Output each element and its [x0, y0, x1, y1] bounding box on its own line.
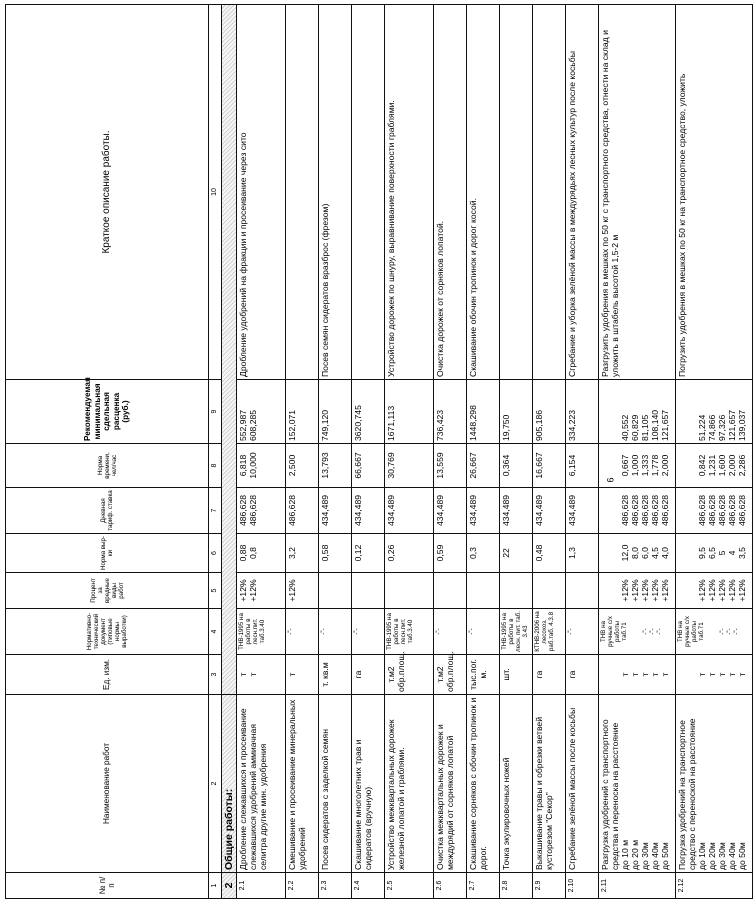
table-row — [500, 5, 533, 899]
cell-row-num: 2.1 — [237, 873, 286, 899]
cell-row-num: 2.3 — [319, 873, 352, 899]
cell-unit: т. кв.м — [319, 655, 352, 695]
page-number: 6 — [605, 477, 616, 483]
cell-description: Разгрузить удобрения в мешках по 50 кг с транспортного средства, отнести на склад и уложить в штабель высотой 1,5-2 м — [599, 5, 676, 380]
cell-unit: т — [286, 655, 319, 695]
table-row — [237, 5, 286, 899]
cell-description: Устройство дорожек по шнуру, выравнивание поверхности граблями. — [385, 5, 434, 380]
col-number: 2 — [209, 695, 222, 873]
section-row — [222, 5, 237, 899]
cell-harm-pct: +12% +12% +12% +12% +12% — [676, 573, 753, 609]
cell-min-price: 152,071 — [286, 380, 319, 444]
cell-norm-doc: ТНВ на ручные с/х работы таб.71 -"- -"- -"- — [676, 609, 753, 655]
cell-norm-doc: ТНВ-1995 на работы в лесн. пит. таб. 3.43 — [500, 609, 533, 655]
col-number: 4 — [209, 609, 222, 655]
cell-daily-rate: 434,489 — [352, 488, 385, 534]
header-desc: Краткое описание работы. — [6, 5, 209, 380]
col-number: 8 — [209, 444, 222, 488]
cell-daily-rate: 486,628 486,628 — [237, 488, 286, 534]
cell-norm-doc: ТНВ-1995 на работы в лесн.пит. таб.3.40 — [237, 609, 286, 655]
cell-harm-pct: +12% — [286, 573, 319, 609]
cell-min-price: 1671,113 — [385, 380, 434, 444]
cell-norm-time: 2,500 — [286, 444, 319, 488]
header-price: Рекомендуемая минимальная сдельная расценка (руб.) — [6, 380, 209, 444]
table-row — [286, 5, 319, 899]
cell-norm-output: 1,3 — [566, 534, 599, 573]
header-num: № п/п — [6, 873, 209, 899]
cell-min-price: 749,120 — [319, 380, 352, 444]
table-row — [676, 5, 753, 899]
col-number: 6 — [209, 534, 222, 573]
cell-unit: т.м2 обр.площ. — [385, 655, 434, 695]
cell-row-num: 2.4 — [352, 873, 385, 899]
rotated-page — [5, 4, 747, 899]
cell-norm-time: 13,559 — [434, 444, 467, 488]
header-unit: Ед. изм. — [6, 655, 209, 695]
cell-norm-time: 6,818 10,000 — [237, 444, 286, 488]
cell-norm-time: 0,667 1,000 1,333 1,778 2,000 — [599, 444, 676, 488]
header-norm-output: Норма выр-ки — [6, 534, 209, 573]
cell-norm-doc: -"- — [467, 609, 500, 655]
cell-work-name: Устройство межквартальных дорожек железной лопатой и граблями. — [385, 695, 434, 873]
cell-work-name: Очистка межквартальных дорожек и междурядий от сорняков лопатой — [434, 695, 467, 873]
table-row — [319, 5, 352, 899]
header-name: Наименование работ — [6, 695, 209, 873]
section-title: Общие работы: — [222, 695, 237, 873]
cell-norm-output: 9,5 6,5 5 4 3,5 — [676, 534, 753, 573]
cell-norm-output: 0,12 — [352, 534, 385, 573]
header-pct: Процент за вредные виды работ — [6, 573, 209, 609]
cell-daily-rate: 486,628 — [286, 488, 319, 534]
cell-norm-output: 22 — [500, 534, 533, 573]
header-doc: Нормативно-технический документ (типовые нормы выработки) — [6, 609, 209, 655]
cell-work-name: Погрузка удобрений на транспортное средство с переноской на расстояние до 10м до 20м до 30м до 40м до 50м — [676, 695, 753, 873]
header-row — [6, 5, 209, 899]
cell-unit: т.м2 обр.площ. — [434, 655, 467, 695]
cell-harm-pct — [566, 573, 599, 609]
cell-description — [533, 5, 566, 380]
cell-norm-output: 0,48 — [533, 534, 566, 573]
cell-norm-time: 0,842 1,231 1,600 2,000 2,286 — [676, 444, 753, 488]
cell-norm-time: 16,667 — [533, 444, 566, 488]
cell-unit: шт. — [500, 655, 533, 695]
cell-norm-output: 12,0 8,0 6,0 4,5 4,0 — [599, 534, 676, 573]
cell-harm-pct — [467, 573, 500, 609]
col-number: 1 — [209, 873, 222, 899]
cell-min-price: 40,552 60,829 81,105 108,140 121,657 — [599, 380, 676, 444]
col-number: 7 — [209, 488, 222, 534]
cell-description: Сгребание и уборка зелёной массы в междурядьях лесных культур после косьбы — [566, 5, 599, 380]
cell-work-name: Скашивание сорняков с обочин тропинок и дорог. — [467, 695, 500, 873]
cell-harm-pct — [434, 573, 467, 609]
cell-row-num: 2.10 — [566, 873, 599, 899]
cell-harm-pct — [500, 573, 533, 609]
cell-work-name: Разгрузка удобрений с транспортного средства и переноска на расстояние до 10 м до 20 м до 30м до 40м до 50м — [599, 695, 676, 873]
cell-row-num: 2.7 — [467, 873, 500, 899]
cell-unit: га — [566, 655, 599, 695]
cell-work-name: Смешивание и просеивание минеральных удобрений — [286, 695, 319, 873]
cell-harm-pct — [533, 573, 566, 609]
cell-norm-doc: ТНВ-1995 на работы в лесн.пит. таб.3.40 — [385, 609, 434, 655]
cell-harm-pct — [319, 573, 352, 609]
cell-norm-doc: -"- — [286, 609, 319, 655]
cell-description — [500, 5, 533, 380]
cell-work-name: Выкашивание травы и обрезки ветвей кусторезом "Секор" — [533, 695, 566, 873]
cell-work-name: Посев сидератов с заделкой семян — [319, 695, 352, 873]
table-row — [533, 5, 566, 899]
cell-min-price: 3620,745 — [352, 380, 385, 444]
table-row — [352, 5, 385, 899]
cell-row-num: 2.2 — [286, 873, 319, 899]
cell-norm-time: 26,667 — [467, 444, 500, 488]
cell-daily-rate: 486,628 486,628 486,628 486,628 486,628 — [676, 488, 753, 534]
cell-work-name: Дробление слежавшихся и просеивание слежавшихся удобрений аммиачная селитра другие мин. удобрения — [237, 695, 286, 873]
cell-unit: га — [533, 655, 566, 695]
cell-norm-doc: -"- — [319, 609, 352, 655]
section-num: 2 — [222, 873, 237, 899]
cell-daily-rate: 486,628 486,628 486,628 486,628 486,628 — [599, 488, 676, 534]
cell-norm-doc: ТНВ на ручные с/х работы таб.71 -"- -"- -"- — [599, 609, 676, 655]
cell-norm-time: 30,769 — [385, 444, 434, 488]
cell-daily-rate: 434,489 — [566, 488, 599, 534]
cell-norm-output: 0,3 — [467, 534, 500, 573]
cell-harm-pct — [352, 573, 385, 609]
cell-description — [352, 5, 385, 380]
header-rate: Дневная тариф. ставка — [6, 488, 209, 534]
table-row — [385, 5, 434, 899]
cell-work-name: Сгребание зелёной массы после косьбы — [566, 695, 599, 873]
table-row — [434, 5, 467, 899]
cell-norm-time: 6,154 — [566, 444, 599, 488]
cell-norm-output: 0,88 0,8 — [237, 534, 286, 573]
cell-daily-rate: 434,489 — [319, 488, 352, 534]
cell-min-price: 1448,298 — [467, 380, 500, 444]
cell-daily-rate: 434,489 — [500, 488, 533, 534]
cell-min-price: 334,223 — [566, 380, 599, 444]
cell-work-name: Точка экулировочных ножей — [500, 695, 533, 873]
cell-unit: т т т т т — [676, 655, 753, 695]
cell-row-num: 2.5 — [385, 873, 434, 899]
cell-norm-doc: -"- — [352, 609, 385, 655]
cell-harm-pct: +12% +12% +12% +12% +12% — [599, 573, 676, 609]
cell-daily-rate: 434,489 — [385, 488, 434, 534]
cell-unit: т т т т т — [599, 655, 676, 695]
cell-unit: га — [352, 655, 385, 695]
cell-harm-pct — [385, 573, 434, 609]
cell-norm-doc: -"- — [434, 609, 467, 655]
table-row — [566, 5, 599, 899]
cell-row-num: 2.6 — [434, 873, 467, 899]
cell-daily-rate: 434,489 — [467, 488, 500, 534]
cell-norm-output: 3,2 — [286, 534, 319, 573]
cell-min-price: 905,186 — [533, 380, 566, 444]
cell-norm-time: 0,364 — [500, 444, 533, 488]
cell-norm-time: 66,667 — [352, 444, 385, 488]
table-row — [599, 5, 676, 899]
cell-row-num: 2.11 — [599, 873, 676, 899]
cell-min-price: 19,750 — [500, 380, 533, 444]
col-number: 10 — [209, 5, 222, 380]
header-norm-time: Норма времени, чел/час — [6, 444, 209, 488]
cell-harm-pct: +12% +12% — [237, 573, 286, 609]
col-number: 3 — [209, 655, 222, 695]
col-number: 9 — [209, 380, 222, 444]
cell-norm-doc: КТНВ-2006 на лесохоз. раб.таб. 4.3.8 — [533, 609, 566, 655]
cell-description: Посев семян сидератов вразброс (фрезом) — [319, 5, 352, 380]
cell-description: Скашивание обочин тропинок и дорог косой. — [467, 5, 500, 380]
cell-daily-rate: 434,489 — [533, 488, 566, 534]
cell-daily-rate: 434,489 — [434, 488, 467, 534]
cell-min-price: 552,987 608,285 — [237, 380, 286, 444]
cell-row-num: 2.9 — [533, 873, 566, 899]
cell-norm-output: 0,59 — [434, 534, 467, 573]
cell-norm-output: 0,58 — [319, 534, 352, 573]
cell-min-price: 51,224 74,866 97,326 121,657 139,037 — [676, 380, 753, 444]
table-row — [467, 5, 500, 899]
section-filler — [222, 5, 237, 695]
cell-row-num: 2.8 — [500, 873, 533, 899]
cell-description — [286, 5, 319, 380]
cell-unit: тыс.пог. м. — [467, 655, 500, 695]
cell-min-price: 736,423 — [434, 380, 467, 444]
cell-work-name: Скашивание многолетних трав и сидератов (вручную) — [352, 695, 385, 873]
cell-row-num: 2.12 — [676, 873, 753, 899]
cell-description: Погрузить удобрения в мешках по 50 кг на транспортное средство, уложить — [676, 5, 753, 380]
cell-norm-doc: -"- — [566, 609, 599, 655]
cell-description: Очистка дорожек от сорняков лопатой. — [434, 5, 467, 380]
cell-norm-time: 13,793 — [319, 444, 352, 488]
cell-description: Дробление удобрений на фракции и просеивание через сито — [237, 5, 286, 380]
col-number: 5 — [209, 573, 222, 609]
cell-norm-output: 0,26 — [385, 534, 434, 573]
rates-table — [5, 4, 753, 899]
column-number-row — [209, 5, 222, 899]
cell-unit: т т — [237, 655, 286, 695]
